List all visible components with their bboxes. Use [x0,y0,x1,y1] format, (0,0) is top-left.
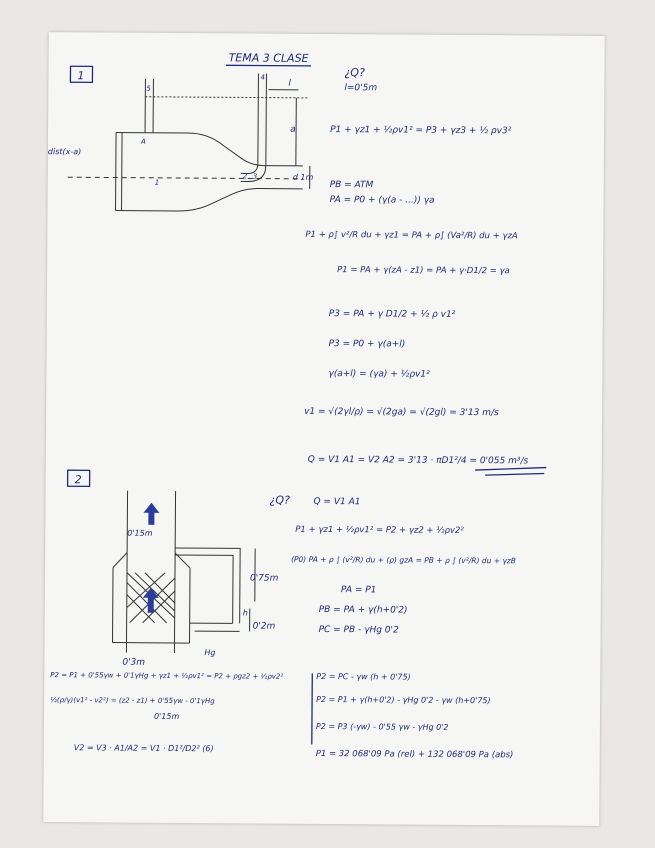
point-5: 5 [146,84,151,93]
p2-line-2: PA = P1 [340,585,377,596]
point-3: 3 [252,172,258,181]
p1-question: ¿Q? [344,66,365,80]
label-075m: 0'75m [249,573,279,584]
point-4: 4 [260,73,265,82]
p2-line-10: P2 = P3 (-γw) - 0'55 γw - γHg 0'2 [315,721,449,732]
p2-line-11: V2 = V3 · A1/A2 = V1 · D1²/D2² (6) [73,743,214,754]
label-l: l [288,78,291,89]
p2-question: ¿Q? [269,493,290,507]
label-dist: dist(x-a) [47,147,82,157]
p1-line-6: P3 = P0 + γ(a+l) [328,339,406,350]
notebook-page [43,32,605,826]
problem-1-number: 1 [77,69,85,83]
p2-line-4: PC = PB - γHg 0'2 [318,624,399,636]
p2-line-6: ½(ρ/γ)(v1² - v2²) = (z2 - z1) + 0'55γw - 0'1γHg [50,696,215,706]
p2-line-8: P2 = PC - γw (h + 0'75) [316,671,411,682]
p1-line-0: P1 + γz1 + ½ρv1² = P3 + γz3 + ½ ρv3² [330,125,512,137]
p2-line-5: P2 = P1 + 0'55γw + 0'1γHg + γz1 + ½ρv1² = P2 + ρgz2 + ½ρv2² [50,671,284,681]
label-h: h [242,608,248,618]
p2-line-1: (P0) PA + ρ ∫ (v²/R) du + (ρ) gzA = PB + ρ ∫ (v²/R) du + γzB [291,554,516,566]
p1-given: l=0'5m [344,83,378,94]
label-a: a [290,124,296,135]
p2-q-def: Q = V1 A1 [313,496,361,508]
p1-line-3: P1 + ρ∫ v²/R du + γz1 = PA + ρ∫ (Va²/R) du + γzA [305,229,518,242]
p1-line-2: PA = P0 + (γ(a - ...)) γa [329,195,435,206]
problem-2-number: 2 [74,473,82,487]
page-title: TEMA 3 CLASE [228,51,309,65]
p1-line-8: v1 = √(2γl/ρ) = √(2ga) = √(2gl) = 3'13 m/s [304,406,499,419]
p2-line-3: PB = PA + γ(h+0'2) [318,604,408,616]
p1-line-4: P1 = PA + γ(zA - z1) = PA + γ·D1/2 = γa [337,265,510,277]
p1-line-7: γ(a+l) = (γa) + ½ρv1² [328,369,430,380]
p2-line-7: 0'15m [153,711,180,721]
p1-line-9: Q = V1 A1 = V2 A2 = 3'13 · πD1²/4 = 0'055 m³/s [307,454,529,467]
handwritten-notes [43,32,605,826]
p1-line-1: PB = ATM [329,180,374,191]
p2-line-0: P1 + γz1 + ½ρv1² = P2 + γz2 + ½ρv2² [295,524,464,536]
point-a: A [140,137,146,146]
label-02m: 0'2m [252,621,276,632]
label-hg: Hg [204,648,216,658]
p2-line-12: P1 = 32 068'09 Pa (rel) + 132 068'09 Pa (abs) [315,748,514,761]
point-1: 1 [154,178,160,187]
p1-line-5: P3 = PA + γ D1/2 + ½ ρ v1² [328,309,456,320]
result-underline-1 [476,467,546,470]
point-2: 2 [242,172,248,181]
label-d1: d 1m [292,172,314,182]
label-03m: 0'3m [122,657,146,668]
pipe-diagram-1 [68,72,311,212]
label-015m: 0'15m [127,528,153,538]
pipe-diagram-2 [112,491,255,654]
p2-line-9: P2 = P1 + γ(h+0'2) - γHg 0'2 - γw (h+0'75) [316,694,491,706]
